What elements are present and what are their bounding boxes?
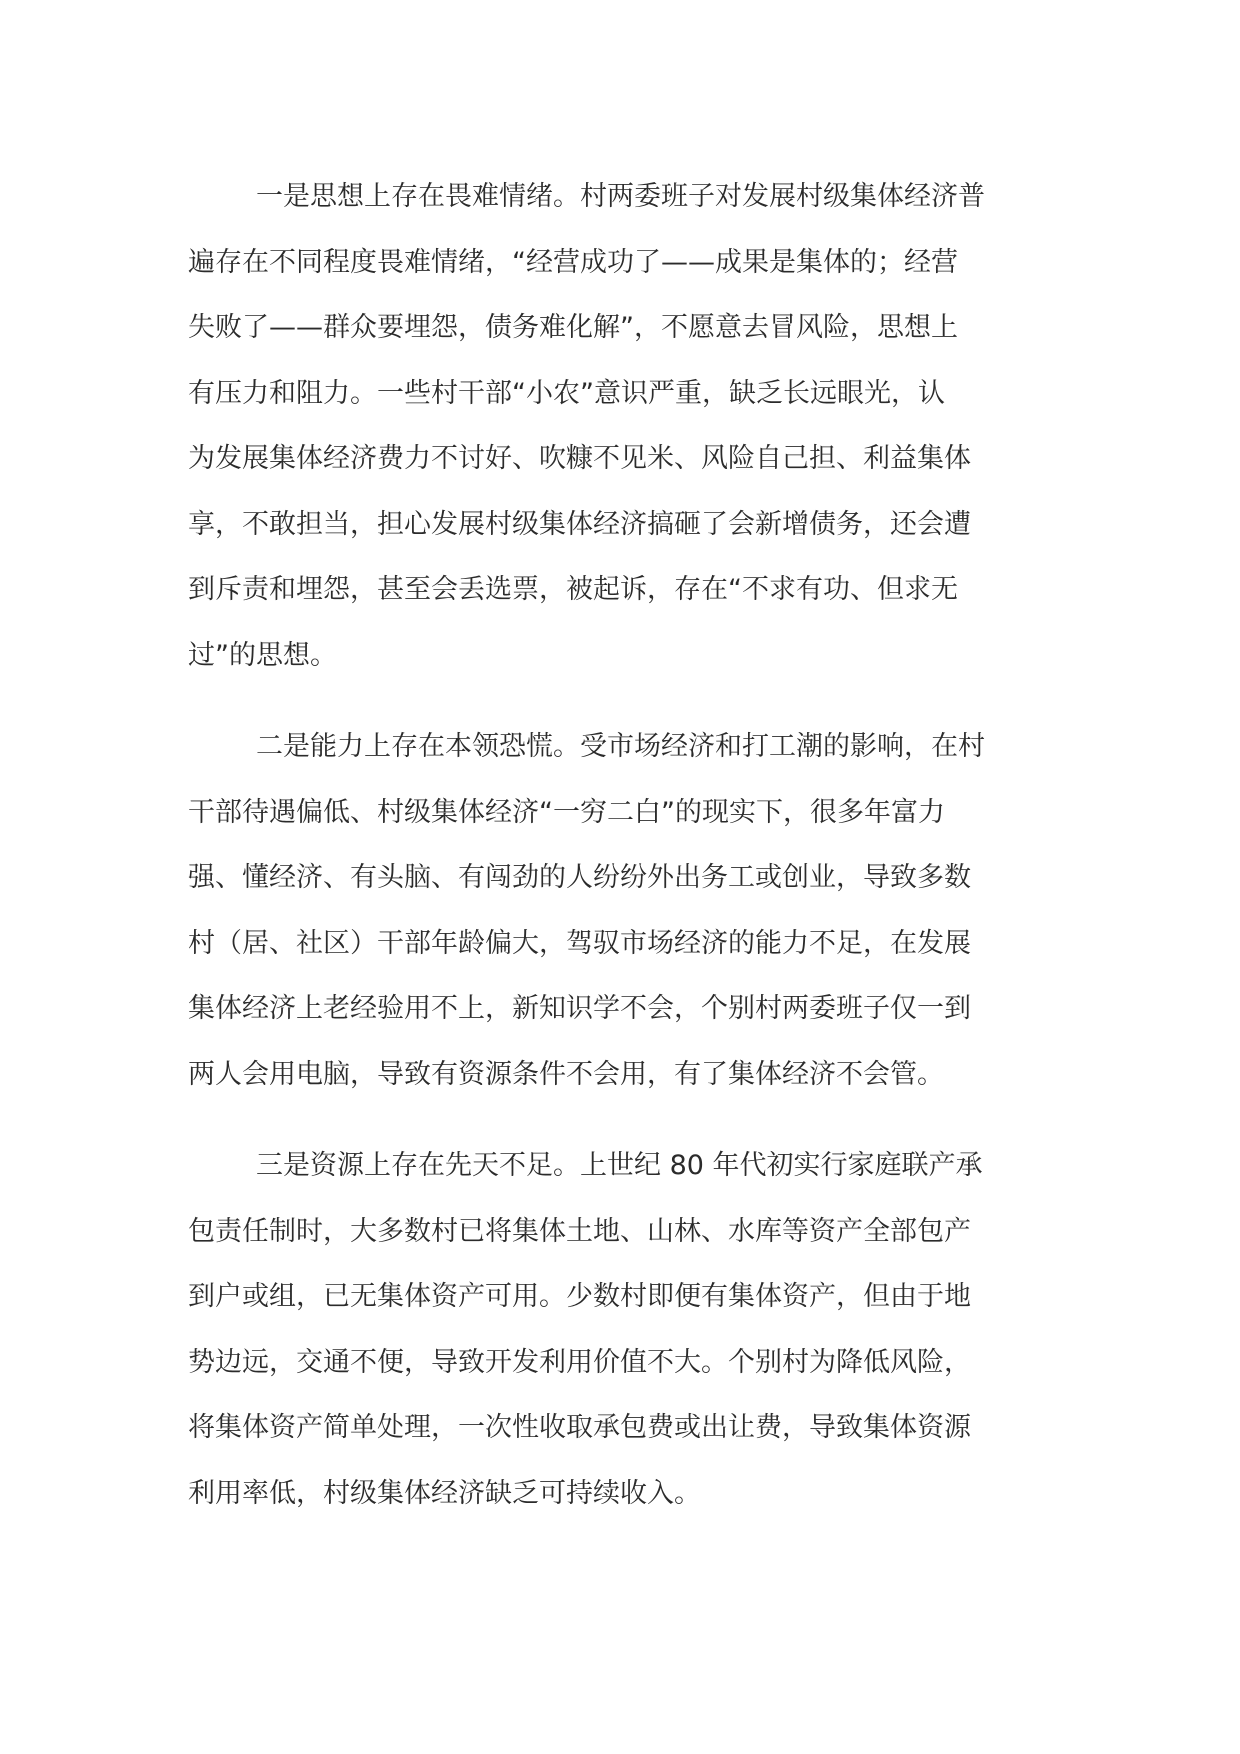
paragraph-3-line: 三是资源上存在先天不足。上世纪 80 年代初实行家庭联产承 <box>256 1150 983 1181</box>
paragraph-1 <box>188 164 1058 688</box>
paragraph-3 <box>188 1133 1058 1526</box>
paragraph-1-line: 一是思想上存在畏难情绪。村两委班子对发展村级集体经济普 <box>256 181 985 212</box>
paragraph-1-line: 遍存在不同程度畏难情绪，“经营成功了——成果是集体的；经营 <box>188 246 958 278</box>
paragraph-1-line: 过”的思想。 <box>188 639 337 671</box>
paragraph-3-line: 将集体资产简单处理，一次性收取承包费或出让费，导致集体资源 <box>188 1412 971 1443</box>
paragraph-1-line: 有压力和阻力。一些村干部“小农”意识严重，缺乏长远眼光，认 <box>188 377 945 409</box>
paragraph-3-line: 包责任制时，大多数村已将集体土地、山林、水库等资产全部包产 <box>188 1215 971 1247</box>
paragraph-1-line: 失败了——群众要埋怨，债务难化解”，不愿意去冒风险，思想上 <box>188 312 958 343</box>
paragraph-2-line: 强、懂经济、有头脑、有闯劲的人纷纷外出务工或创业，导致多数 <box>188 862 971 893</box>
paragraph-2-line: 两人会用电脑，导致有资源条件不会用，有了集体经济不会管。 <box>188 1058 944 1090</box>
paragraph-2-line: 集体经济上老经验用不上，新知识学不会，个别村两委班子仅一到 <box>188 993 971 1024</box>
paragraph-2-line: 村（居、社区）干部年龄偏大，驾驭市场经济的能力不足，在发展 <box>188 927 971 959</box>
paragraph-1-line: 到斥责和埋怨，甚至会丢选票，被起诉，存在“不求有功、但求无 <box>188 574 958 605</box>
paragraph-3-line: 利用率低，村级集体经济缺乏可持续收入。 <box>188 1477 701 1509</box>
paragraph-3-line: 到户或组，已无集体资产可用。少数村即便有集体资产，但由于地 <box>188 1281 971 1312</box>
paragraph-2 <box>188 714 1058 1107</box>
paragraph-1-line: 为发展集体经济费力不讨好、吹糠不见米、风险自己担、利益集体 <box>188 443 971 474</box>
paragraph-1-line: 享，不敢担当，担心发展村级集体经济搞砸了会新增债务，还会遭 <box>188 508 971 540</box>
paragraph-2-line: 干部待遇偏低、村级集体经济“一穷二白”的现实下，很多年富力 <box>188 796 945 828</box>
paragraph-3-line: 势边远，交通不便，导致开发利用价值不大。个别村为降低风险， <box>188 1346 971 1378</box>
paragraph-2-line: 二是能力上存在本领恐慌。受市场经济和打工潮的影响，在村 <box>256 731 985 762</box>
